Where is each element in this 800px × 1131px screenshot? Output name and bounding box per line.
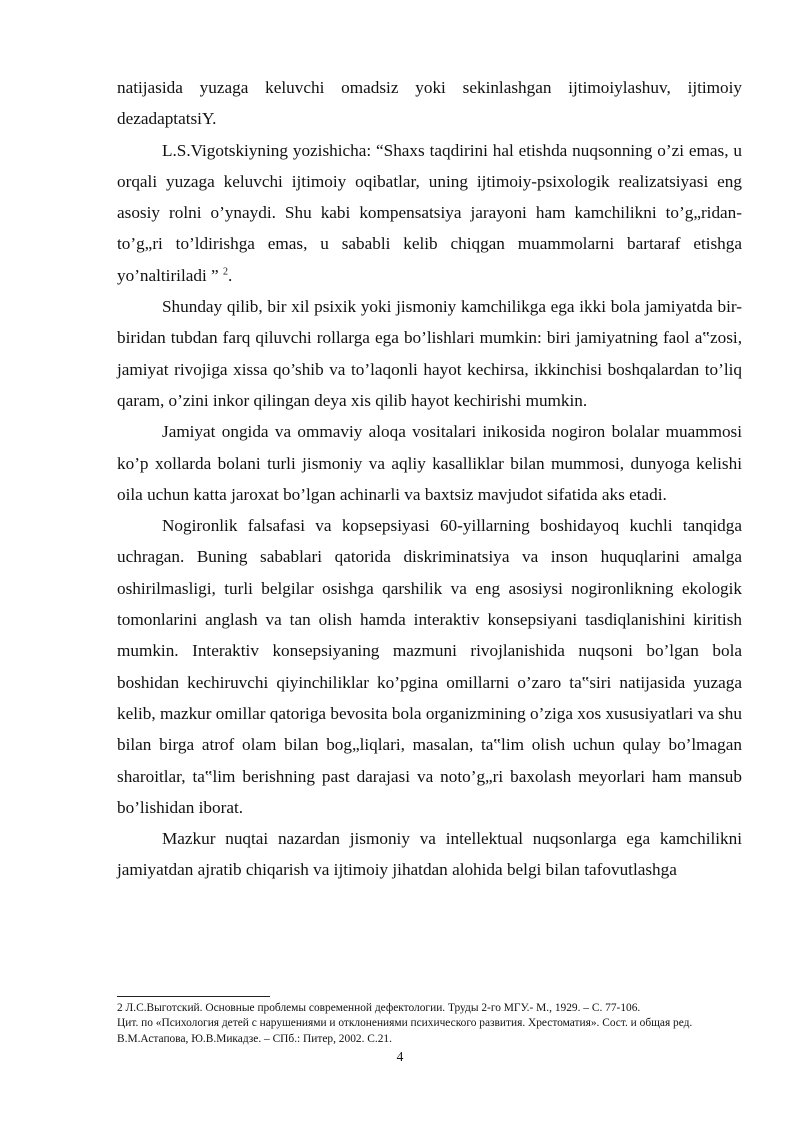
paragraph-5: Nogironlik falsafasi va kopsepsiyasi 60-yillarning boshidayoq kuchli tanqidga uchragan. Buning sabablari qatorida diskriminatsiya va inson huquqlarini amalga oshirilmasligi, turli belgilar osishga qarshilik va eng asosiysi nogironlikning ekologik tomonlarini anglash va tan olish hamda interaktiv konsepsiyani tasdiqlanishini kiritish mumkin. Interaktiv konsepsiyaning mazmuni rivojlanishida nuqsoni bo’lgan bola boshidan kechiruvchi qiyinchiliklar ko’pgina omillarni o’zaro ta‟siri natijasida yuzaga kelib, mazkur omillar qatoriga bevosita bola organizmining o’ziga xos xususiyatlari va shu bilan birga atrof olam bilan bog„liqlari, masalan, ta‟lim olish uchun qulay bo’lmagan sharoitlar, ta‟lim berishning past darajasi va noto’g„ri baxolash meyorlari ham mansub bo’lishidan iborat. (117, 516, 742, 817)
footnote-line-2: Цит. по «Психология детей с нарушениями и отклонениями психического развития. Хрестоматия». Сост. и общая ред. В.М.Астапова, Ю.В.Микадзе. – СПб.: Питер, 2002. С.21. (117, 1017, 693, 1045)
footnote-line-1: 2 Л.С.Выготский. Основные проблемы современной дефектологии. Труды 2-го МГУ.- М., 1929. – С. 77-106. (117, 1002, 641, 1014)
paragraph-4: Jamiyat ongida va ommaviy aloqa vositalari inikosida nogiron bolalar muammosi ko’p xollarda bolani turli jismoniy va aqliy kasalliklar bilan mummosi, dunyoga kelishi oila uchun katta jaroxat bo’lgan achinarli va baxtsiz mavjudot sifatida aks etadi. (117, 422, 742, 504)
paragraph-1: natijasida yuzaga keluvchi omadsiz yoki sekinlashgan ijtimoiylashuv, ijtimoiy dezadaptatsiY. (117, 78, 742, 129)
footnote (117, 1001, 742, 1047)
footnote-reference[interactable]: 2 (222, 266, 228, 278)
footnote-reference-tail: . (227, 265, 233, 285)
body-text (117, 72, 742, 886)
footnote-divider (117, 996, 270, 997)
paragraph-2-text: L.S.Vigotskiyning yozishicha: “Shaxs taqdirini hal etishda nuqsonning o’zi emas, u orqali yuzaga keluvchi ijtimoiy oqibatlar, uning ijtimoiy-psixologik realizatsiyasi eng asosiy rolni o’ynaydi. Shu kabi kompensatsiya jarayoni ham kamchilikni to’g„ridan-to’g„ri to’ldirishga emas, u sababli kelib chiqgan muammolarni bartaraf etishga yo’naltiriladi ” (117, 140, 742, 285)
paragraph-2 (117, 135, 742, 291)
paragraph-6: Mazkur nuqtai nazardan jismoniy va intellektual nuqsonlarga ega kamchilikni jamiyatdan ajratib chiqarish va ijtimoiy jihatdan alohida belgi bilan tafovutlashga (117, 829, 742, 880)
page-number: 4 (396, 1049, 404, 1064)
paragraph-3: Shunday qilib, bir xil psixik yoki jismoniy kamchilikga ega ikki bola jamiyatda bir-biridan tubdan farq qiluvchi rollarga ega bo’lishlari mumkin: biri jamiyatning faol a‟zosi, jamiyat rivojiga xissa qo’shib va to’laqonli hayot kechirsa, ikkinchisi boshqalardan to’liq qaram, o’zini inkor qilingan deya xis qilib hayot kechirishi mumkin. (117, 297, 742, 410)
